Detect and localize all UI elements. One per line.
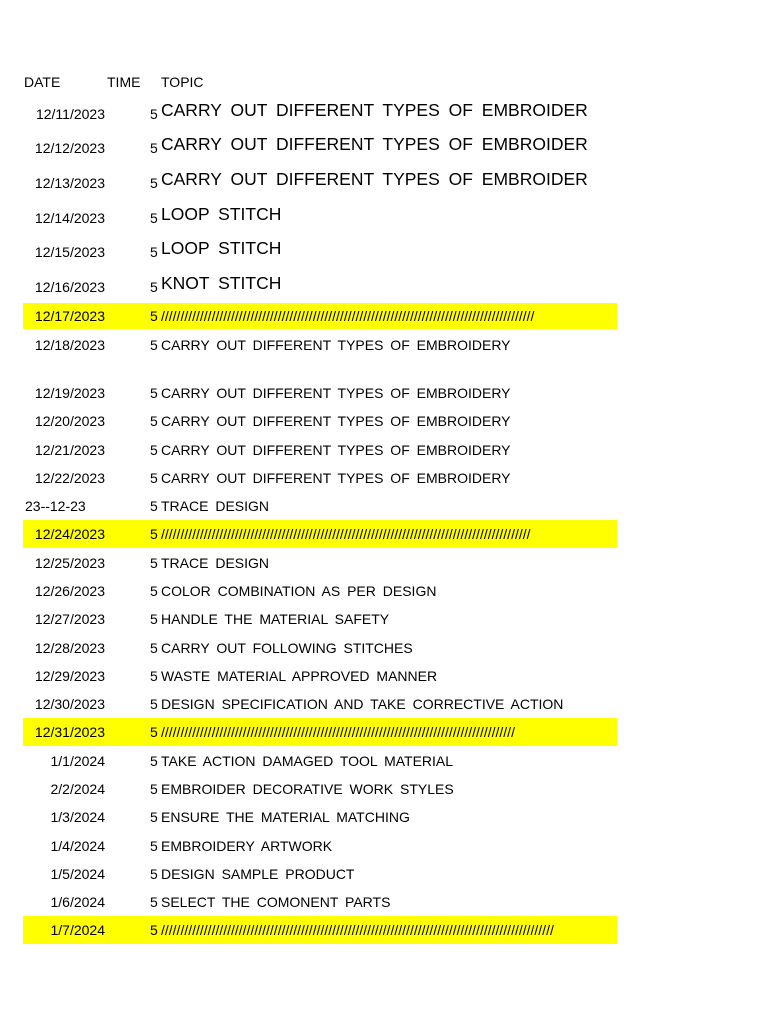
time-cell: 5 — [150, 470, 158, 486]
date-cell: 12/17/2023 — [34, 308, 105, 324]
topic-cell: CARRY OUT DIFFERENT TYPES OF EMBROIDERY — [161, 442, 511, 458]
date-cell: 1/1/2024 — [50, 753, 105, 769]
topic-cell: EMBROIDER DECORATIVE WORK STYLES — [161, 781, 454, 797]
topic-cell: CARRY OUT DIFFERENT TYPES OF EMBROIDER — [161, 169, 588, 189]
topic-cell: HANDLE THE MATERIAL SAFETY — [161, 611, 390, 627]
time-cell: 5 — [150, 696, 158, 712]
topic-cell: TRACE DESIGN — [161, 555, 270, 571]
date-cell: 12/21/2023 — [34, 442, 105, 458]
time-cell: 5 — [150, 753, 158, 769]
table-row-highlighted — [23, 718, 617, 746]
topic-cell: DESIGN SAMPLE PRODUCT — [161, 866, 355, 882]
date-cell: 12/30/2023 — [34, 696, 105, 712]
time-column-header: TIME — [107, 74, 141, 90]
topic-cell: ///////////////////////////////////////////////////////////////////////////////////////////////////// — [161, 922, 554, 938]
time-cell: 5 — [150, 555, 158, 571]
date-cell: 12/18/2023 — [34, 337, 105, 353]
table-row — [23, 437, 617, 463]
date-cell: 12/27/2023 — [34, 611, 105, 627]
date-cell: 12/29/2023 — [34, 668, 105, 684]
time-cell: 5 — [150, 337, 158, 353]
date-cell: 12/13/2023 — [34, 175, 105, 191]
table-row — [23, 493, 617, 519]
table-row — [23, 134, 617, 160]
topic-cell: /////////////////////////////////////////////////////////////////////////////////////////// — [161, 724, 515, 740]
table-row — [23, 578, 617, 604]
time-cell: 5 — [150, 866, 158, 882]
table-row — [23, 635, 617, 661]
date-cell: 12/26/2023 — [34, 583, 105, 599]
topic-cell: LOOP STITCH — [161, 204, 282, 224]
table-row — [23, 663, 617, 689]
time-cell: 5 — [150, 279, 158, 295]
table-row — [23, 408, 617, 434]
topic-cell: CARRY OUT DIFFERENT TYPES OF EMBROIDERY — [161, 385, 511, 401]
table-row — [23, 332, 617, 358]
topic-cell: CARRY OUT DIFFERENT TYPES OF EMBROIDER — [161, 100, 588, 120]
table-row — [23, 861, 617, 887]
date-cell: 12/14/2023 — [34, 210, 105, 226]
topic-cell: //////////////////////////////////////////////////////////////////////////////////////////////// — [161, 308, 535, 324]
time-cell: 5 — [150, 922, 158, 938]
table-row — [23, 691, 617, 717]
table-row — [23, 606, 617, 632]
date-cell: 1/6/2024 — [50, 894, 105, 910]
topic-cell: ENSURE THE MATERIAL MATCHING — [161, 809, 410, 825]
table-row-highlighted — [23, 916, 617, 944]
date-cell: 2/2/2024 — [50, 781, 105, 797]
topic-cell: TRACE DESIGN — [161, 498, 270, 514]
table-row — [23, 380, 617, 406]
date-cell: 12/15/2023 — [34, 244, 105, 260]
date-cell: 1/5/2024 — [50, 866, 105, 882]
table-row — [23, 169, 617, 195]
date-cell: 12/24/2023 — [34, 526, 105, 542]
topic-column-header: TOPIC — [161, 74, 204, 90]
time-cell: 5 — [150, 640, 158, 656]
topic-cell: TAKE ACTION DAMAGED TOOL MATERIAL — [161, 753, 454, 769]
time-cell: 5 — [150, 611, 158, 627]
topic-cell: CARRY OUT FOLLOWING STITCHES — [161, 640, 413, 656]
topic-cell: /////////////////////////////////////////////////////////////////////////////////////////////// — [161, 526, 531, 542]
time-cell: 5 — [150, 106, 158, 122]
topic-cell: EMBROIDERY ARTWORK — [161, 838, 333, 854]
date-cell: 12/19/2023 — [34, 385, 105, 401]
table-row — [23, 804, 617, 830]
table-row — [23, 776, 617, 802]
time-cell: 5 — [150, 724, 158, 740]
topic-cell: WASTE MATERIAL APPROVED MANNER — [161, 668, 438, 684]
topic-cell: CARRY OUT DIFFERENT TYPES OF EMBROIDER — [161, 134, 588, 154]
time-cell: 5 — [150, 894, 158, 910]
table-row — [23, 748, 617, 774]
time-cell: 5 — [150, 442, 158, 458]
date-cell: 12/20/2023 — [34, 413, 105, 429]
table-row — [23, 273, 617, 299]
date-cell: 12/31/2023 — [34, 724, 105, 740]
time-cell: 5 — [150, 498, 158, 514]
time-cell: 5 — [150, 385, 158, 401]
date-cell: 1/4/2024 — [50, 838, 105, 854]
date-cell: 23--12-23 — [25, 498, 86, 514]
table-row — [23, 889, 617, 915]
time-cell: 5 — [150, 526, 158, 542]
date-cell: 1/3/2024 — [50, 809, 105, 825]
topic-cell: SELECT THE COMONENT PARTS — [161, 894, 391, 910]
topic-cell: KNOT STITCH — [161, 273, 282, 293]
time-cell: 5 — [150, 413, 158, 429]
table-row-highlighted — [23, 520, 617, 548]
topic-cell: LOOP STITCH — [161, 238, 282, 258]
table-row — [23, 238, 617, 264]
time-cell: 5 — [150, 140, 158, 156]
topic-cell: DESIGN SPECIFICATION AND TAKE CORRECTIVE ACTION — [161, 696, 564, 712]
topic-cell: CARRY OUT DIFFERENT TYPES OF EMBROIDERY — [161, 470, 511, 486]
table-row — [23, 100, 617, 126]
time-cell: 5 — [150, 809, 158, 825]
table-row-highlighted — [23, 303, 617, 329]
time-cell: 5 — [150, 838, 158, 854]
table-row — [23, 465, 617, 491]
date-cell: 12/12/2023 — [34, 140, 105, 156]
table-row — [23, 550, 617, 576]
date-cell: 12/25/2023 — [34, 555, 105, 571]
table-row — [23, 833, 617, 859]
date-cell: 12/28/2023 — [34, 640, 105, 656]
date-column-header: DATE — [24, 74, 61, 90]
date-cell: 1/7/2024 — [50, 922, 105, 938]
time-cell: 5 — [150, 175, 158, 191]
date-cell: 12/16/2023 — [34, 279, 105, 295]
time-cell: 5 — [150, 781, 158, 797]
date-cell: 12/11/2023 — [35, 106, 105, 122]
topic-cell: CARRY OUT DIFFERENT TYPES OF EMBROIDERY — [161, 413, 511, 429]
time-cell: 5 — [150, 210, 158, 226]
topic-cell: COLOR COMBINATION AS PER DESIGN — [161, 583, 437, 599]
date-cell: 12/22/2023 — [34, 470, 105, 486]
time-cell: 5 — [150, 668, 158, 684]
time-cell: 5 — [150, 308, 158, 324]
time-cell: 5 — [150, 244, 158, 260]
time-cell: 5 — [150, 583, 158, 599]
topic-cell: CARRY OUT DIFFERENT TYPES OF EMBROIDERY — [161, 337, 511, 353]
table-row — [23, 204, 617, 230]
